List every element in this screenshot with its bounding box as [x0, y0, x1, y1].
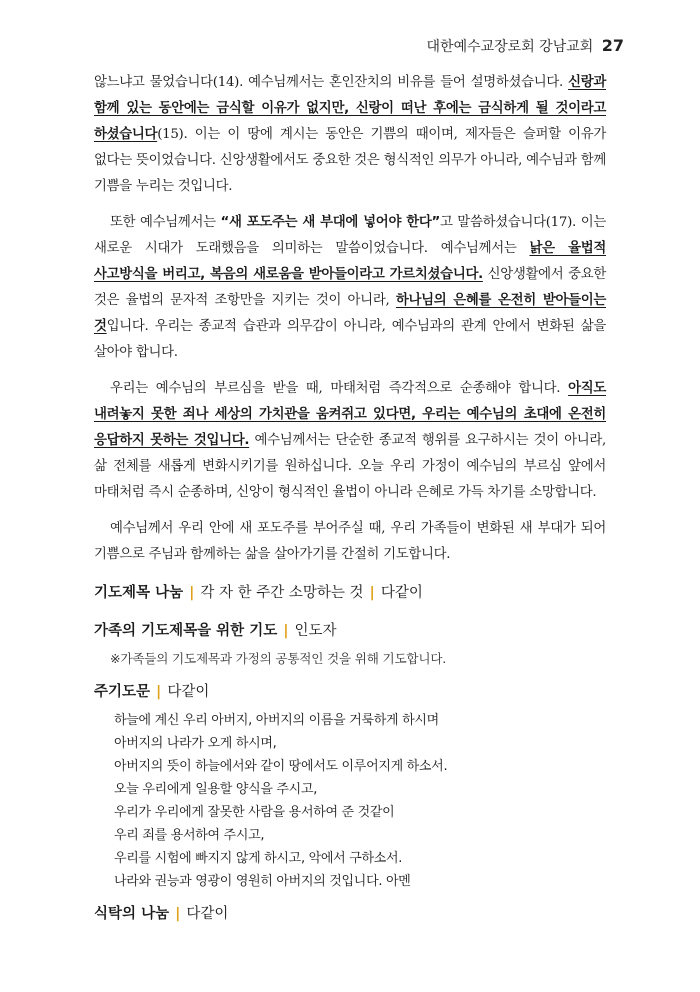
separator-bar: |	[175, 906, 181, 922]
section-leader: 다같이	[167, 684, 210, 700]
section-lords-prayer	[94, 681, 606, 703]
body-text: 우리는 예수님의 부르심을 받을 때, 마태처럼 즉각적으로 순종해야 합니다.	[110, 381, 569, 396]
prayer-line: 아버지의 나라가 오게 하시며,	[114, 736, 277, 751]
church-name: 대한예수교장로회 강남교회	[426, 39, 594, 55]
body-text: (15). 이는 이 땅에 계시는 동안은 기쁨의 때이며, 제자들은 슬퍼할 이유가 없다는 뜻이었습니다. 신앙생활에서도 중요한 것은 형식적인 의무가 아니라, 예수님과 함께 기쁨을 누리는 것입니다.	[94, 127, 606, 194]
page-content	[94, 70, 606, 931]
body-text: 예수님께서는 단순한 종교적 행위를 요구하시는 것이 아니라, 삶 전체를 새롭게 변화시키기를 원하십니다. 오늘 우리 가정이 예수님의 부르심 앞에서 마태처럼 즉시 순종하며, 신앙이 형식적인 율법이 아니라 은혜로 가득 차기를 소망합니다.	[94, 433, 606, 500]
separator-bar: |	[283, 623, 289, 639]
emphasis-underlined-text: 신랑과 함께 있는 동안에는 금식할 이유가 없지만, 신랑이 떠난 후에는 금식하게 될 것이라고 하셨습니다	[94, 75, 606, 142]
section-leader-2: 다같이	[380, 585, 423, 601]
paragraph-2	[94, 210, 606, 366]
prayer-line: 우리가 우리에게 잘못한 사람을 용서하여 준 것같이	[114, 805, 395, 820]
emphasis-underlined-text: 아직도 내려놓지 못한 죄나 세상의 가치관을 움켜쥐고 있다면, 우리는 예수님의 초대에 온전히 응답하지 못하는 것입니다.	[94, 381, 606, 448]
prayer-line: 우리를 시험에 빠지지 않게 하시고, 악에서 구하소서.	[114, 851, 403, 866]
paragraph-3	[94, 376, 606, 506]
body-text: 신앙생활에서 중요한 것은 율법의 문자적 조항만을 지키는 것이 아니라,	[94, 267, 607, 308]
section-title: 기도제목 나눔	[94, 585, 184, 601]
body-text: 예수님께서 우리 안에 새 포도주를 부어주실 때, 우리 가족들이 변화된 새 부대가 되어 기쁨으로 주님과 함께하는 삶을 살아가기를 간절히 기도합니다.	[94, 521, 606, 562]
page-number: 27	[601, 36, 624, 55]
paragraph-4	[94, 516, 606, 568]
separator-bar: |	[156, 684, 162, 700]
prayer-line: 아버지의 뜻이 하늘에서와 같이 땅에서도 이루어지게 하소서.	[114, 759, 448, 774]
body-text: 고 말씀하셨습니다(17). 이는 새로운 시대가 도래했음을 의미하는 말씀이었습니다. 예수님께서는	[94, 215, 606, 256]
separator-bar: |	[189, 585, 195, 601]
section-leader: 다같이	[186, 906, 229, 922]
section-note: ※가족들의 기도제목과 가정의 공통적인 것을 위해 기도합니다.	[110, 651, 447, 666]
section-family-prayer	[94, 620, 606, 642]
emphasis-underlined-text: 낡은 율법적 사고방식을 버리고, 복음의 새로움을 받아들이라고 가르치셨습니다.	[94, 241, 607, 282]
section-prayer-topic	[94, 582, 606, 604]
prayer-line: 나라와 권능과 영광이 영원히 아버지의 것입니다. 아멘	[114, 874, 411, 889]
prayer-line: 우리 죄를 용서하여 주시고,	[114, 828, 265, 843]
section-table-sharing	[94, 903, 606, 925]
quoted-emphasis-text: “새 포도주는 새 부대에 넣어야 한다”	[220, 215, 440, 230]
lords-prayer-text	[114, 709, 606, 893]
section-leader: 인도자	[294, 623, 337, 639]
separator-bar: |	[369, 585, 375, 601]
paragraph-1	[94, 70, 606, 200]
section-leader: 각 자 한 주간 소망하는 것	[200, 585, 364, 601]
page-header	[427, 36, 624, 56]
section-title: 가족의 기도제목을 위한 기도	[94, 623, 278, 639]
section-title: 주기도문	[94, 684, 151, 700]
prayer-line: 오늘 우리에게 일용할 양식을 주시고,	[114, 782, 318, 797]
emphasis-underlined-text: 하나님의 은혜를 온전히 받아들이는 것	[94, 293, 606, 334]
body-text: 않느냐고 물었습니다(14). 예수님께서는 혼인잔치의 비유를 들어 설명하셨습니다.	[94, 75, 569, 90]
section-title: 식탁의 나눔	[94, 906, 170, 922]
body-text: 또한 예수님께서는	[110, 215, 221, 230]
prayer-line: 하늘에 계신 우리 아버지, 아버지의 이름을 거룩하게 하시며	[114, 713, 439, 728]
body-text: 입니다. 우리는 종교적 습관과 의무감이 아니라, 예수님과의 관계 안에서 변화된 삶을 살아야 합니다.	[94, 319, 606, 360]
